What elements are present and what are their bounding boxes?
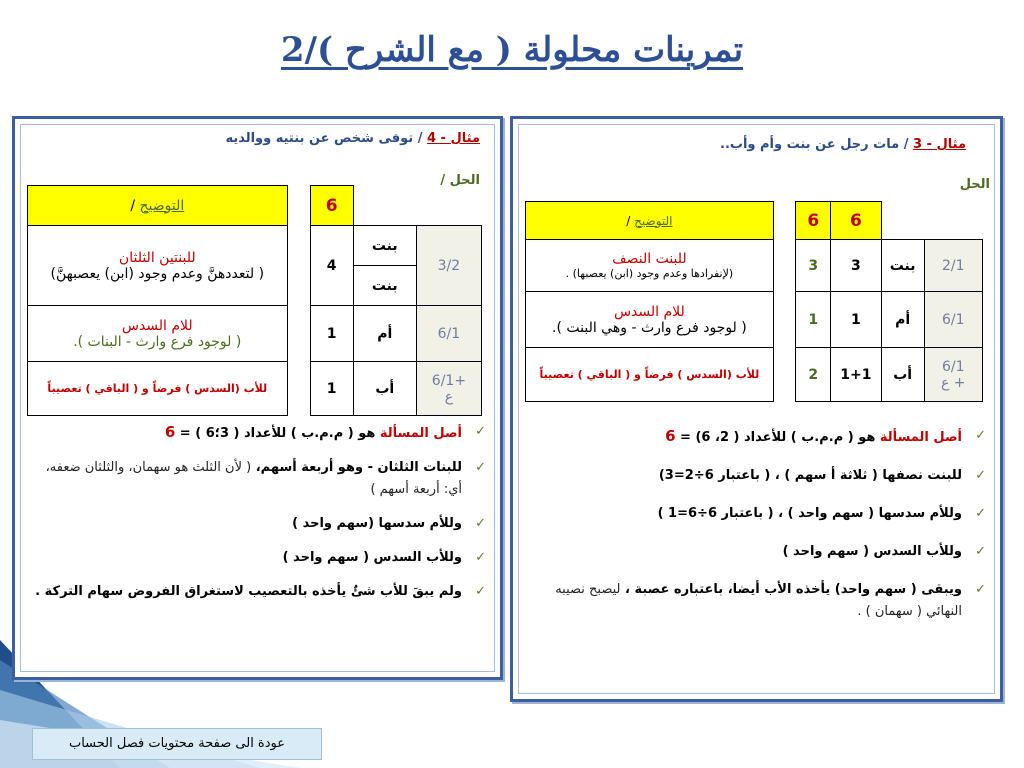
check-icon: ✓ <box>975 582 986 597</box>
table-header-explain: التوضيح / <box>526 202 774 240</box>
list-item: ✓ وللأم سدسها ( سهم واحد ) ، ( باعتبار 6÷6=1 ) <box>537 503 990 525</box>
solution-label: الحل <box>959 177 990 192</box>
check-icon: ✓ <box>475 550 486 565</box>
example-title: مثال - 3 / مات رجل عن بنت وأم وأب.. <box>720 137 966 152</box>
list-item: ✓ ولم يبقَ للأب شئٌ يأخذه بالتعصيب لاستغراق الفروض سهام التركة . <box>35 581 490 603</box>
table-value: 2 <box>796 348 831 402</box>
table-header-total: 6 <box>796 202 831 240</box>
check-icon: ✓ <box>475 460 486 475</box>
check-icon: ✓ <box>475 516 486 531</box>
table-count: 1 <box>310 306 353 362</box>
list-item: ✓ وللأم سدسها (سهم واحد ) <box>35 513 490 535</box>
table-gap <box>773 348 796 402</box>
solution-label: الحل / <box>440 173 480 188</box>
list-item: ✓ للبنات الثلثان - وهو أربعة أسهم، ( لأن الثلث هو سهمان، والثلثان ضعفه، أي: أربعة أسهم ) <box>35 457 490 501</box>
table-heir: أم <box>353 306 416 362</box>
list-item: ✓ للبنت نصفها ( ثلاثة أ سهم ) ، ( باعتبار 6÷2=3) <box>537 465 990 487</box>
inheritance-table <box>525 201 983 402</box>
table-gap <box>287 362 310 416</box>
check-icon: ✓ <box>475 584 486 599</box>
table-share: 6/1 ع + <box>924 348 983 402</box>
explanation-list <box>35 421 490 603</box>
table-row: للبنت النصف (لإنفرادها وعدم وجود (ابن) يعصبها) . <box>526 240 774 292</box>
table-gap <box>287 186 310 226</box>
table-gap <box>773 292 796 348</box>
back-to-contents-link[interactable]: عودة الى صفحة محتويات فصل الحساب <box>32 728 322 760</box>
table-value: 1 <box>831 292 882 348</box>
check-icon: ✓ <box>975 468 986 483</box>
example-4-panel <box>12 116 503 680</box>
table-value: 3 <box>796 240 831 292</box>
table-value: 3 <box>831 240 882 292</box>
page-title: تمرينات محلولة ( مع الشرح )/2 <box>280 30 744 70</box>
table-share: 2/1 <box>924 240 983 292</box>
table-header-empty <box>353 186 481 226</box>
table-header-explain: التوضيح / <box>28 186 288 226</box>
table-gap <box>287 306 310 362</box>
table-heir: بنت <box>353 266 416 306</box>
table-count: 1 <box>310 362 353 416</box>
list-item: ✓ وللأب السدس ( سهم واحد ) <box>537 541 990 563</box>
table-heir: أب <box>881 348 924 402</box>
table-heir: بنت <box>881 240 924 292</box>
table-header-total: 6 <box>831 202 882 240</box>
table-share: 6/1 <box>924 292 983 348</box>
inheritance-table <box>27 185 482 416</box>
explanation-list <box>537 425 990 623</box>
table-row: للأب (السدس ) فرضاً و ( الباقي ) تعصيباً <box>526 348 774 402</box>
table-heir: أم <box>881 292 924 348</box>
table-count: 4 <box>310 226 353 306</box>
list-item: ✓ أصل المسألة هو ( م.م.ب ) للأعداد ( 3؛6 ) = 6 <box>164 423 486 441</box>
check-icon: ✓ <box>975 428 986 443</box>
table-gap <box>773 240 796 292</box>
list-item: ✓ أصل المسألة هو ( م.م.ب ) للأعداد ( 2، 6) = 6 <box>665 427 986 445</box>
list-item: ✓ ويبقى ( سهم واحد) يأخذه الأب أيضا، باعتباره عصبة ، ليصبح نصيبه النهائي ( سهمان ) . <box>537 579 990 623</box>
table-row: للام السدس ( لوجود فرع وارث - البنات ). <box>28 306 288 362</box>
table-value: 1+1 <box>831 348 882 402</box>
table-row: للبنتين الثلثان ( لتعددهنَّ وعدم وجود (ابن) يعصبهنَّ) <box>28 226 288 306</box>
table-row: للأب (السدس ) فرضاً و ( الباقي ) تعصيباً <box>28 362 288 416</box>
table-share: 6/1 <box>416 306 481 362</box>
check-icon: ✓ <box>975 544 986 559</box>
table-value: 1 <box>796 292 831 348</box>
table-heir: بنت <box>353 226 416 266</box>
table-header-total: 6 <box>310 186 353 226</box>
table-header-empty <box>881 202 982 240</box>
table-share: 6/1+ ع <box>416 362 481 416</box>
table-heir: أب <box>353 362 416 416</box>
example-title: مثال - 4 / توفى شخص عن بنتيه ووالديه <box>225 131 480 146</box>
table-row: للام السدس ( لوجود فرع وارث - وهي البنت ). <box>526 292 774 348</box>
list-item: ✓ وللأب السدس ( سهم واحد ) <box>35 547 490 569</box>
example-3-panel <box>510 116 1003 702</box>
table-gap <box>287 226 310 306</box>
table-gap <box>773 202 796 240</box>
check-icon: ✓ <box>975 506 986 521</box>
table-share: 3/2 <box>416 226 481 306</box>
check-icon: ✓ <box>475 424 486 439</box>
